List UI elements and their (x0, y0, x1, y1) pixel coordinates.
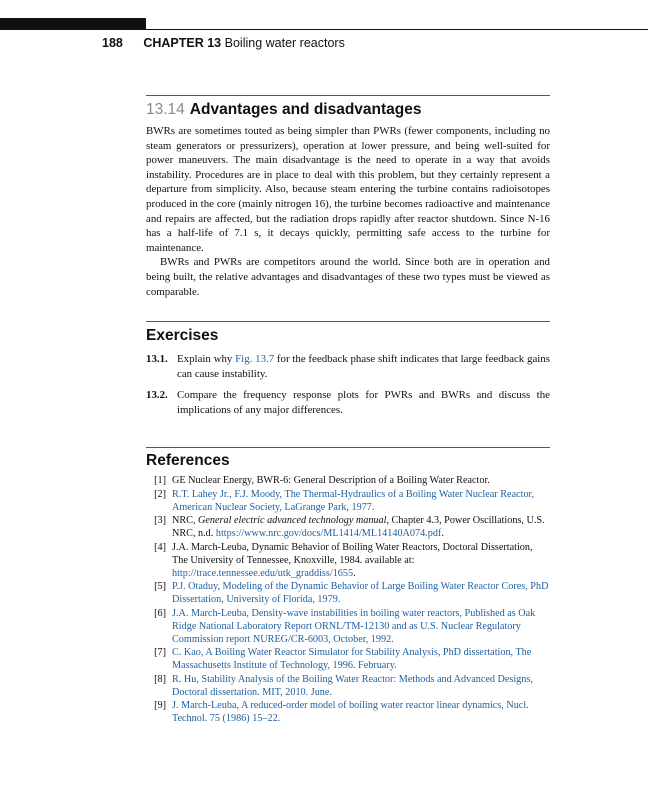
reference-item (146, 607, 550, 646)
url-link[interactable]: https://www.nrc.gov/docs/ML1414/ML14140A074.pdf (215, 528, 442, 539)
reference-text: J.A. March-Leuba, Dynamic Behavior of Boiling Water Reactors, Doctoral Dissertation, The University of Tennessee, Knoxville, 1984. available at: http://trace.tennessee.edu/utk_graddiss/1655. (172, 541, 533, 579)
reference-link[interactable]: J. March-Leuba, A reduced-order model of boiling water reactor linear dynamics, Nucl. Technol. 75 (1986) 15–22. (172, 700, 529, 724)
running-head (102, 36, 345, 50)
reference-text: GE Nuclear Energy, BWR-6: General Description of a Boiling Water Reactor. (172, 475, 490, 486)
reference-item (146, 488, 550, 514)
reference-link[interactable]: J.A. March-Leuba, Density-wave instabilities in boiling water reactors, Published as Oak Ridge National Laboratory Report ORNL/TM-12130 and as U.S. Nuclear Regulatory Commission report NUREG/CR-6003, October, 1992. (172, 607, 536, 645)
header-rule (146, 29, 648, 30)
reference-number: [8] (154, 673, 166, 685)
reference-item (146, 541, 550, 580)
reference-number: [4] (154, 541, 166, 553)
reference-item (146, 474, 550, 487)
references-list (146, 474, 550, 726)
reference-number: [1] (154, 475, 166, 486)
reference-number: [9] (154, 700, 166, 711)
reference-link[interactable]: P.J. Otaduy, Modeling of the Dynamic Behavior of Large Boiling Water Reactor Cores, PhD Dissertation, University of Florida, 1979. (172, 581, 549, 605)
exercise-item (146, 352, 550, 382)
exercise-item (146, 388, 550, 418)
section-body (146, 124, 550, 299)
reference-number: [2] (154, 488, 166, 500)
section-heading (146, 101, 422, 119)
reference-number: [6] (154, 607, 166, 619)
exercise-text: Compare the frequency response plots for PWRs and BWRs and discuss the implications of any major differences. (177, 389, 550, 416)
references-divider (146, 447, 550, 448)
references-heading: References (146, 452, 230, 469)
exercise-text: Explain why Fig. 13.7 for the feedback phase shift indicates that large feedback gains can cause instability. (177, 353, 550, 380)
reference-number: [3] (154, 515, 166, 526)
section-title: Advantages and disadvantages (189, 101, 422, 118)
exercises-divider (146, 321, 550, 322)
reference-link[interactable]: R. Hu, Stability Analysis of the Boiling Water Reactor: Methods and Advanced Designs, Doctoral dissertation. MIT, 2010. June. (172, 673, 533, 698)
reference-item (146, 646, 550, 672)
reference-text: NRC, General electric advanced technology manual, Chapter 4.3, Power Oscillations, U.S. NRC, n.d. https://www.nrc.gov/docs/ML1414/ML14140A074.pdf. (172, 515, 545, 539)
reference-number: [5] (154, 581, 166, 592)
paragraph: BWRs and PWRs are competitors around the world. Since both are in operation and being built, the relative advantages and disadvantages of these two types must be viewed as comparable. (146, 256, 550, 298)
reference-item (146, 514, 550, 540)
paragraph: BWRs are sometimes touted as being simpler than PWRs (fewer components, including no steam generators or pressurizers), operation at lower pressure, and being well-suited for power maneuvers. The main disadvantage is the need to operate in a way that avoids instability. Procedures are in place to deal with this problem, but they certainly represent a departure from simplicity. Also, because steam entering the turbine contains radioisotopes produced in the core (mainly nitrogen 16), the turbine becomes radioactive and maintenance and repairs are affected, but the radiation drops rapidly after reactor shutdown. Since N-16 has a half-life of 7.1 s, it decays quickly, permitting safe access to the turbine for maintenance. (146, 125, 550, 254)
figure-link[interactable]: Fig. 13.7 (235, 353, 275, 365)
page-number: 188 (102, 36, 123, 50)
exercises-heading: Exercises (146, 327, 219, 344)
exercise-number: 13.1. (146, 353, 168, 365)
section-divider (146, 95, 550, 96)
section-number: 13.14 (146, 101, 185, 118)
url-link[interactable]: http://trace.tennessee.edu/utk_graddiss/1655 (172, 567, 354, 579)
chapter-title: Boiling water reactors (224, 36, 345, 50)
chapter-label: CHAPTER 13 (143, 36, 222, 50)
exercises-list (146, 352, 550, 424)
reference-link[interactable]: C. Kao, A Boiling Water Reactor Simulator for Stability Analysis, PhD dissertation, The Massachusetts Institute of Technology, 1996. February. (172, 647, 532, 671)
header-bar (0, 18, 146, 30)
reference-item (146, 673, 550, 699)
reference-item (146, 580, 550, 606)
reference-number: [7] (154, 647, 166, 658)
reference-item (146, 699, 550, 725)
reference-link[interactable]: R.T. Lahey Jr., F.J. Moody, The Thermal-Hydraulics of a Boiling Water Nuclear Reactor, American Nuclear Society, LaGrange Park, 1977. (172, 488, 535, 513)
exercise-number: 13.2. (146, 389, 168, 401)
